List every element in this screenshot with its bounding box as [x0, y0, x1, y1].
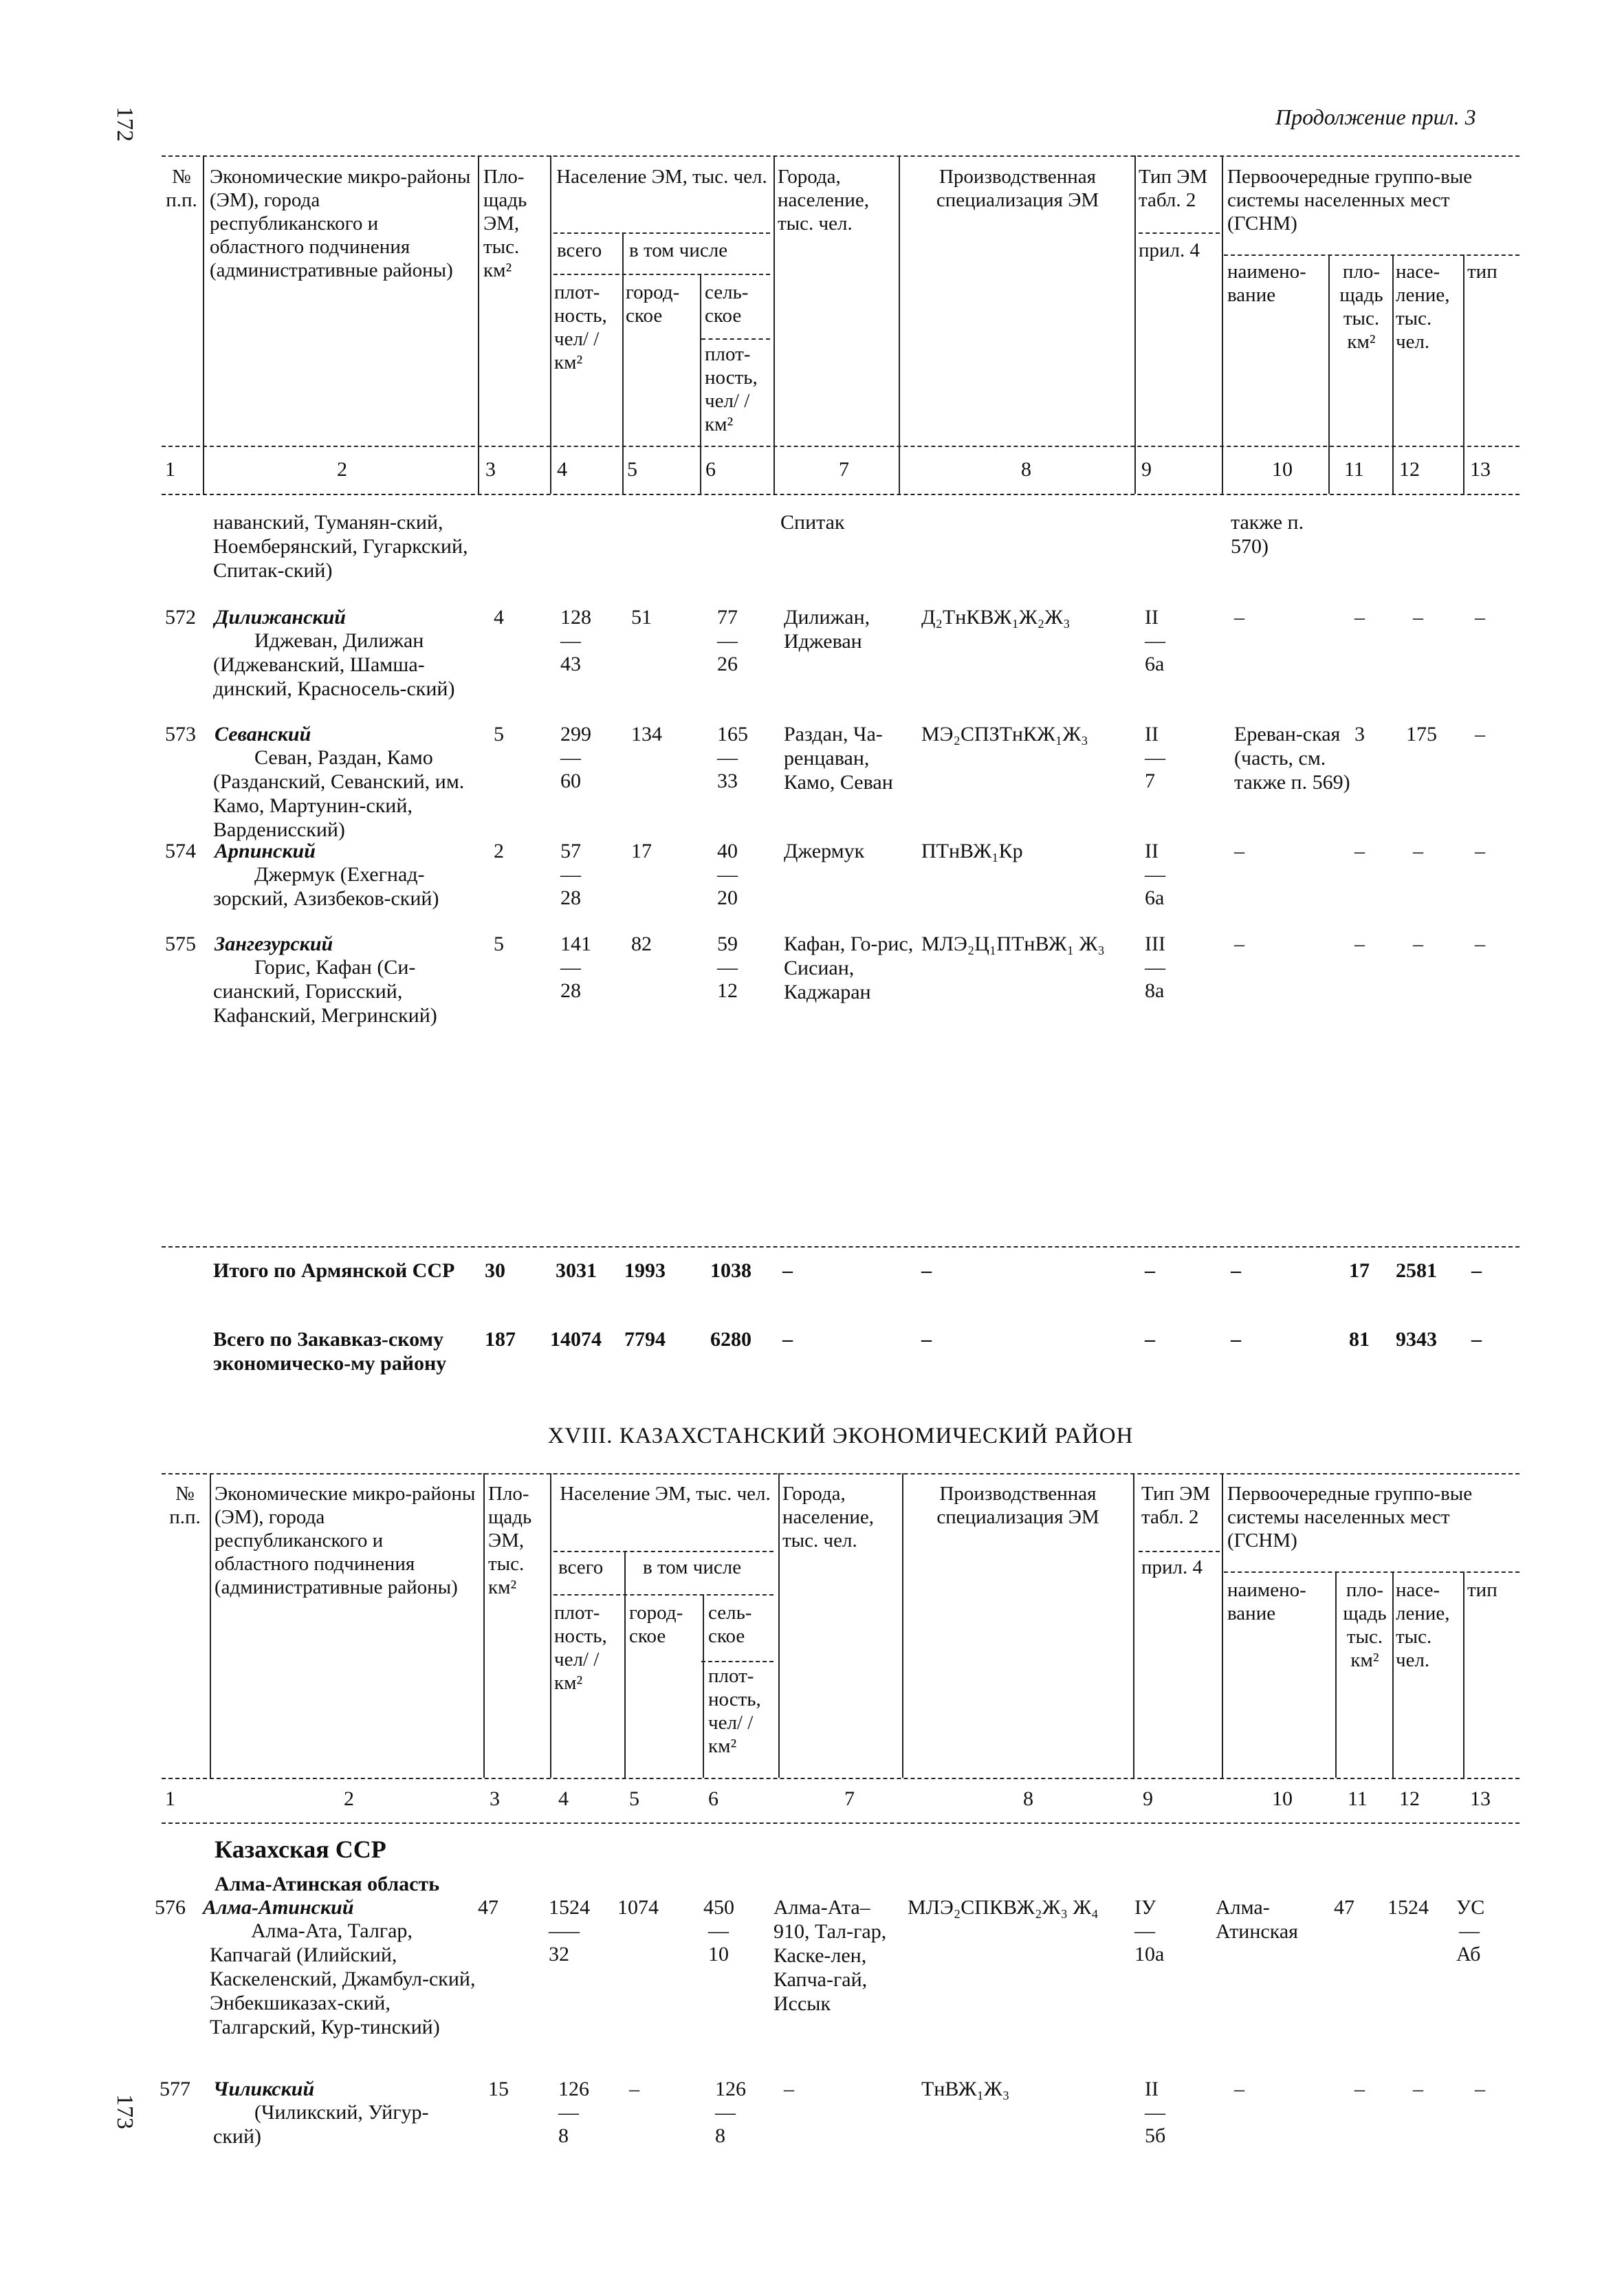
col-total: всего — [557, 239, 602, 261]
total-rural: 6280 — [710, 1328, 751, 1351]
row-gsnm-pop: – — [1413, 840, 1423, 862]
row-gsnm-pop: 1524 — [1387, 1896, 1429, 1919]
total-gsnm-name: – — [1231, 1328, 1241, 1351]
row-type: II — [1145, 840, 1159, 862]
total-pop: 14074 — [550, 1328, 602, 1351]
colnum-7: 7 — [839, 458, 849, 481]
colnum-3: 3 — [485, 458, 496, 481]
colnum-5: 5 — [629, 1787, 639, 1810]
row-gsnm-name: – — [1234, 2078, 1244, 2100]
col-population: Население ЭМ, тыс. чел. — [560, 1483, 771, 1505]
row-type: II — [1145, 606, 1159, 629]
row-urban: 134 — [631, 723, 662, 745]
row-spec: МЛЭ₂СПКВЖ₂Ж₃ Ж₄ — [908, 1896, 1099, 1919]
republic-heading: Казахская ССР — [215, 1836, 386, 1863]
colnum-12: 12 — [1399, 458, 1420, 481]
colnum-13: 13 — [1470, 458, 1491, 481]
row-gsnm-type: – — [1475, 606, 1485, 629]
col-type: Тип ЭМ табл. 2 — [1141, 1483, 1211, 1528]
row-title: Дилижанский — [215, 606, 346, 629]
row-gsnm-pop: – — [1413, 606, 1423, 629]
col-gsnm-pop: насе-ление, тыс. чел. — [1396, 1579, 1450, 1671]
total-gsnm-type: – — [1471, 1328, 1482, 1351]
row-total-density: 28 — [560, 979, 581, 1002]
row-sub: (Чиликский, Уйгур-ский) — [213, 2101, 429, 2148]
row-total: 1524 — [549, 1896, 590, 1919]
row-total: 141 — [560, 933, 591, 955]
row-urban: 51 — [631, 606, 652, 629]
row-total-density: 8 — [558, 2124, 569, 2147]
row-area: 15 — [488, 2078, 509, 2100]
row-spec: ТнВЖ₁Ж₃ — [921, 2078, 1010, 2100]
row-gsnm-pop: – — [1413, 933, 1423, 955]
row-rural-density: 20 — [717, 886, 738, 909]
row-title: Арпинский — [215, 840, 316, 862]
row-type-b: 5б — [1145, 2124, 1166, 2147]
col-type: Тип ЭМ табл. 2 — [1139, 166, 1208, 211]
row-sub: Севан, Раздан, Камо (Разданский, Севанский, им. Камо, Мартунин-ский, Варденисский) — [213, 746, 465, 841]
row-num: 574 — [165, 840, 196, 862]
row-area: 47 — [478, 1896, 498, 1919]
col-type-2: прил. 4 — [1139, 239, 1200, 261]
page-number-top: 172 — [112, 107, 138, 142]
row-sub: Джермук (Ехегнад-зорский, Азизбеков-ский) — [213, 863, 439, 910]
row-urban: – — [629, 2078, 639, 2100]
row-title: Севанский — [215, 723, 311, 745]
row-rural-density: 26 — [717, 653, 738, 675]
row-rural: 59 — [717, 933, 738, 955]
total-gsnm-name: – — [1231, 1259, 1241, 1282]
total-type: – — [1145, 1328, 1155, 1351]
row-rural-density: 10 — [708, 1943, 729, 1966]
page-number-bottom: 173 — [112, 2094, 138, 2129]
total-area: 30 — [485, 1259, 505, 1282]
row-type: II — [1145, 723, 1159, 745]
row-type-b: 6а — [1145, 886, 1165, 909]
col-total: всего — [558, 1556, 604, 1578]
row-gsnm-area: – — [1354, 2078, 1365, 2100]
total-label: Всего по Закавказ-скому экономическо-му району — [213, 1328, 447, 1375]
carry-name: наванский, Туманян-ский, Ноемберянский, Гугаркский, Спитак-ский) — [213, 511, 468, 582]
col-gsnm: Первоочередные группо-вые системы населенных мест (ГСНМ) — [1227, 166, 1473, 235]
row-cities: Дилижан, Иджеван — [784, 606, 870, 653]
colnum-12: 12 — [1399, 1787, 1420, 1810]
col-gsnm-pop: насе-ление, тыс. чел. — [1396, 261, 1450, 353]
col-gsnm-area: пло-щадь тыс. км² — [1343, 1579, 1387, 1671]
row-total-density: 60 — [560, 770, 581, 792]
total-gsnm-area: 81 — [1349, 1328, 1370, 1351]
col-num: № п.п. — [169, 1483, 201, 1528]
row-spec: ПТнВЖ₁Кр — [921, 840, 1023, 862]
col-area: Пло-щадь ЭМ, тыс. км² — [488, 1483, 532, 1598]
row-sub: Горис, Кафан (Си-сианский, Горисский, Кафанский, Мегринский) — [213, 956, 437, 1027]
row-cities: Кафан, Го-рис, Сисиан, Каджаран — [784, 933, 914, 1003]
row-total: 128 — [560, 606, 591, 629]
col-specialization: Производственная специализация ЭМ — [936, 166, 1099, 211]
col-gsnm-name: наимено-вание — [1227, 1579, 1306, 1624]
colnum-2: 2 — [337, 458, 347, 481]
col-specialization: Производственная специализация ЭМ — [936, 1483, 1099, 1528]
row-gsnm-area: – — [1354, 933, 1365, 955]
col-gsnm-name: наимено-вание — [1227, 261, 1306, 306]
row-area: 4 — [494, 606, 504, 629]
row-rural: 77 — [717, 606, 738, 629]
col-rural-density: плот-ность, чел/ /км² — [705, 343, 758, 435]
row-urban: 17 — [631, 840, 652, 862]
colnum-8: 8 — [1023, 1787, 1033, 1810]
colnum-11: 11 — [1348, 1787, 1368, 1810]
total-pop: 3031 — [556, 1259, 597, 1282]
colnum-3: 3 — [490, 1787, 500, 1810]
total-urban: 1993 — [624, 1259, 666, 1282]
row-title: Зангезурский — [215, 933, 333, 955]
row-total: 299 — [560, 723, 591, 745]
row-gsnm-name: Ереван-ская (часть, см. также п. 569) — [1234, 723, 1350, 794]
total-urban: 7794 — [624, 1328, 666, 1351]
col-cities: Города, население, тыс. чел. — [778, 166, 869, 235]
col-gsnm-area: пло-щадь тыс. км² — [1339, 261, 1383, 353]
row-urban: 1074 — [617, 1896, 659, 1919]
row-gsnm-type: – — [1475, 933, 1485, 955]
col-gsnm-type: тип — [1467, 261, 1497, 283]
row-gsnm-type: УС — [1456, 1896, 1485, 1919]
carry-gsnm: также п. 570) — [1231, 511, 1304, 558]
colnum-1: 1 — [165, 1787, 175, 1810]
row-num: 572 — [165, 606, 196, 629]
row-num: 575 — [165, 933, 196, 955]
row-type: III — [1145, 933, 1165, 955]
carry-city: Спитак — [780, 511, 845, 534]
row-gsnm-name: – — [1234, 840, 1244, 862]
row-cities: Раздан, Ча-ренцаван, Камо, Севан — [784, 723, 893, 794]
row-sub: Иджеван, Дилижан (Иджеванский, Шамша-динский, Красносель-ский) — [213, 629, 455, 700]
row-gsnm-type: – — [1475, 840, 1485, 862]
row-spec: МЭ₂СПЗТнКЖ₁Ж₃ — [921, 723, 1088, 745]
total-gsnm-pop: 2581 — [1396, 1259, 1437, 1282]
row-total: 126 — [558, 2078, 589, 2100]
row-sub: Алма-Ата, Талгар, Капчагай (Илийский, Каскеленский, Джамбул-ский, Энбекшиказах-ский, Талгарский, Кур-тинский) — [210, 1919, 476, 2038]
row-title: Алма-Атинский — [203, 1896, 354, 1919]
row-gsnm-type: – — [1475, 2078, 1485, 2100]
col-cities: Города, население, тыс. чел. — [782, 1483, 874, 1552]
row-gsnm-area: – — [1354, 840, 1365, 862]
row-rural: 126 — [715, 2078, 746, 2100]
total-area: 187 — [485, 1328, 516, 1351]
row-type-b: 6а — [1145, 653, 1165, 675]
row-gsnm-pop: 175 — [1406, 723, 1437, 745]
row-gsnm-area: 3 — [1354, 723, 1365, 745]
colnum-8: 8 — [1021, 458, 1031, 481]
colnum-4: 4 — [558, 1787, 569, 1810]
col-rural: сель-ское — [708, 1602, 752, 1647]
col-density: плот-ность, чел/ /км² — [554, 281, 607, 373]
total-gsnm-area: 17 — [1349, 1259, 1370, 1282]
row-rural-density: 8 — [715, 2124, 725, 2147]
row-type: IУ — [1134, 1896, 1156, 1919]
row-area: 2 — [494, 840, 504, 862]
row-spec: Д₂ТнКВЖ₁Ж₂Ж₃ — [921, 606, 1071, 629]
continuation-label: Продолжение прил. 3 — [1275, 105, 1476, 129]
row-rural: 450 — [703, 1896, 734, 1919]
colnum-9: 9 — [1141, 458, 1152, 481]
row-title: Чиликский — [213, 2078, 315, 2100]
total-gsnm-type: – — [1471, 1259, 1482, 1282]
row-gsnm-name: – — [1234, 606, 1244, 629]
col-district: Экономические микро-районы (ЭМ), города республиканского и областного подчинения (административные районы) — [215, 1483, 476, 1598]
col-density: плот-ность, чел/ /км² — [554, 1602, 607, 1694]
col-urban: город-ское — [626, 281, 680, 327]
col-incl: в том числе — [643, 1556, 742, 1578]
col-population: Население ЭМ, тыс. чел. — [556, 166, 767, 188]
row-gsnm-name: Алма-Атинская — [1216, 1896, 1298, 1943]
row-spec: МЛЭ₂Ц₁ПТнВЖ₁ Ж₃ — [921, 933, 1105, 955]
col-gsnm: Первоочередные группо-вые системы населенных мест (ГСНМ) — [1227, 1483, 1473, 1552]
row-total-density: 32 — [549, 1943, 569, 1966]
row-num: 577 — [160, 2078, 190, 2100]
colnum-6: 6 — [705, 458, 716, 481]
row-type-b: 7 — [1145, 770, 1155, 792]
row-urban: 82 — [631, 933, 652, 955]
row-type-b: 8а — [1145, 979, 1165, 1002]
row-gsnm-name: – — [1234, 933, 1244, 955]
colnum-10: 10 — [1272, 1787, 1293, 1810]
total-label: Итого по Армянской ССР — [213, 1259, 455, 1282]
total-spec: – — [921, 1328, 932, 1351]
col-area: Пло-щадь ЭМ, тыс. км² — [483, 166, 527, 281]
row-total-density: 28 — [560, 886, 581, 909]
col-district: Экономические микро-районы (ЭМ), города республиканского и областного подчинения (административные районы) — [210, 166, 471, 281]
col-rural: сель-ское — [705, 281, 749, 327]
col-incl: в том числе — [629, 239, 728, 261]
total-cities: – — [782, 1259, 793, 1282]
total-type: – — [1145, 1259, 1155, 1282]
row-cities: Джермук — [784, 840, 865, 862]
row-area: 5 — [494, 933, 504, 955]
section-title: XVIII. КАЗАХСТАНСКИЙ ЭКОНОМИЧЕСКИЙ РАЙОН — [547, 1424, 1134, 1448]
row-type: II — [1145, 2078, 1159, 2100]
row-rural: 40 — [717, 840, 738, 862]
colnum-1: 1 — [165, 458, 175, 481]
row-area: 5 — [494, 723, 504, 745]
col-num: № п.п. — [166, 166, 197, 211]
row-rural-density: 33 — [717, 770, 738, 792]
col-urban: город-ское — [629, 1602, 683, 1647]
colnum-9: 9 — [1143, 1787, 1153, 1810]
row-total-density: 43 — [560, 653, 581, 675]
row-type-b: 10а — [1134, 1943, 1165, 1966]
col-rural-density: плот-ность, чел/ /км² — [708, 1665, 761, 1757]
colnum-10: 10 — [1272, 458, 1293, 481]
colnum-7: 7 — [844, 1787, 855, 1810]
col-type-2: прил. 4 — [1141, 1556, 1203, 1578]
total-spec: – — [921, 1259, 932, 1282]
colnum-2: 2 — [344, 1787, 354, 1810]
row-cities: Алма-Ата– 910, Тал-гар, Каске-лен, Капча-гай, Иссык — [773, 1896, 887, 2015]
colnum-11: 11 — [1344, 458, 1364, 481]
total-rural: 1038 — [710, 1259, 751, 1282]
colnum-4: 4 — [557, 458, 567, 481]
colnum-13: 13 — [1470, 1787, 1491, 1810]
row-total: 57 — [560, 840, 581, 862]
region-heading: Алма-Атинская область — [215, 1873, 440, 1895]
row-cities: – — [784, 2078, 794, 2100]
row-num: 573 — [165, 723, 196, 745]
row-rural-density: 12 — [717, 979, 738, 1002]
colnum-6: 6 — [708, 1787, 718, 1810]
total-gsnm-pop: 9343 — [1396, 1328, 1437, 1351]
col-gsnm-type: тип — [1467, 1579, 1497, 1601]
total-cities: – — [782, 1328, 793, 1351]
row-num: 576 — [155, 1896, 186, 1919]
row-gsnm-type-b: Аб — [1456, 1943, 1481, 1966]
row-gsnm-pop: – — [1413, 2078, 1423, 2100]
row-gsnm-area: – — [1354, 606, 1365, 629]
row-gsnm-area: 47 — [1334, 1896, 1354, 1919]
colnum-5: 5 — [627, 458, 637, 481]
row-rural: 165 — [717, 723, 748, 745]
row-gsnm-type: – — [1475, 723, 1485, 745]
